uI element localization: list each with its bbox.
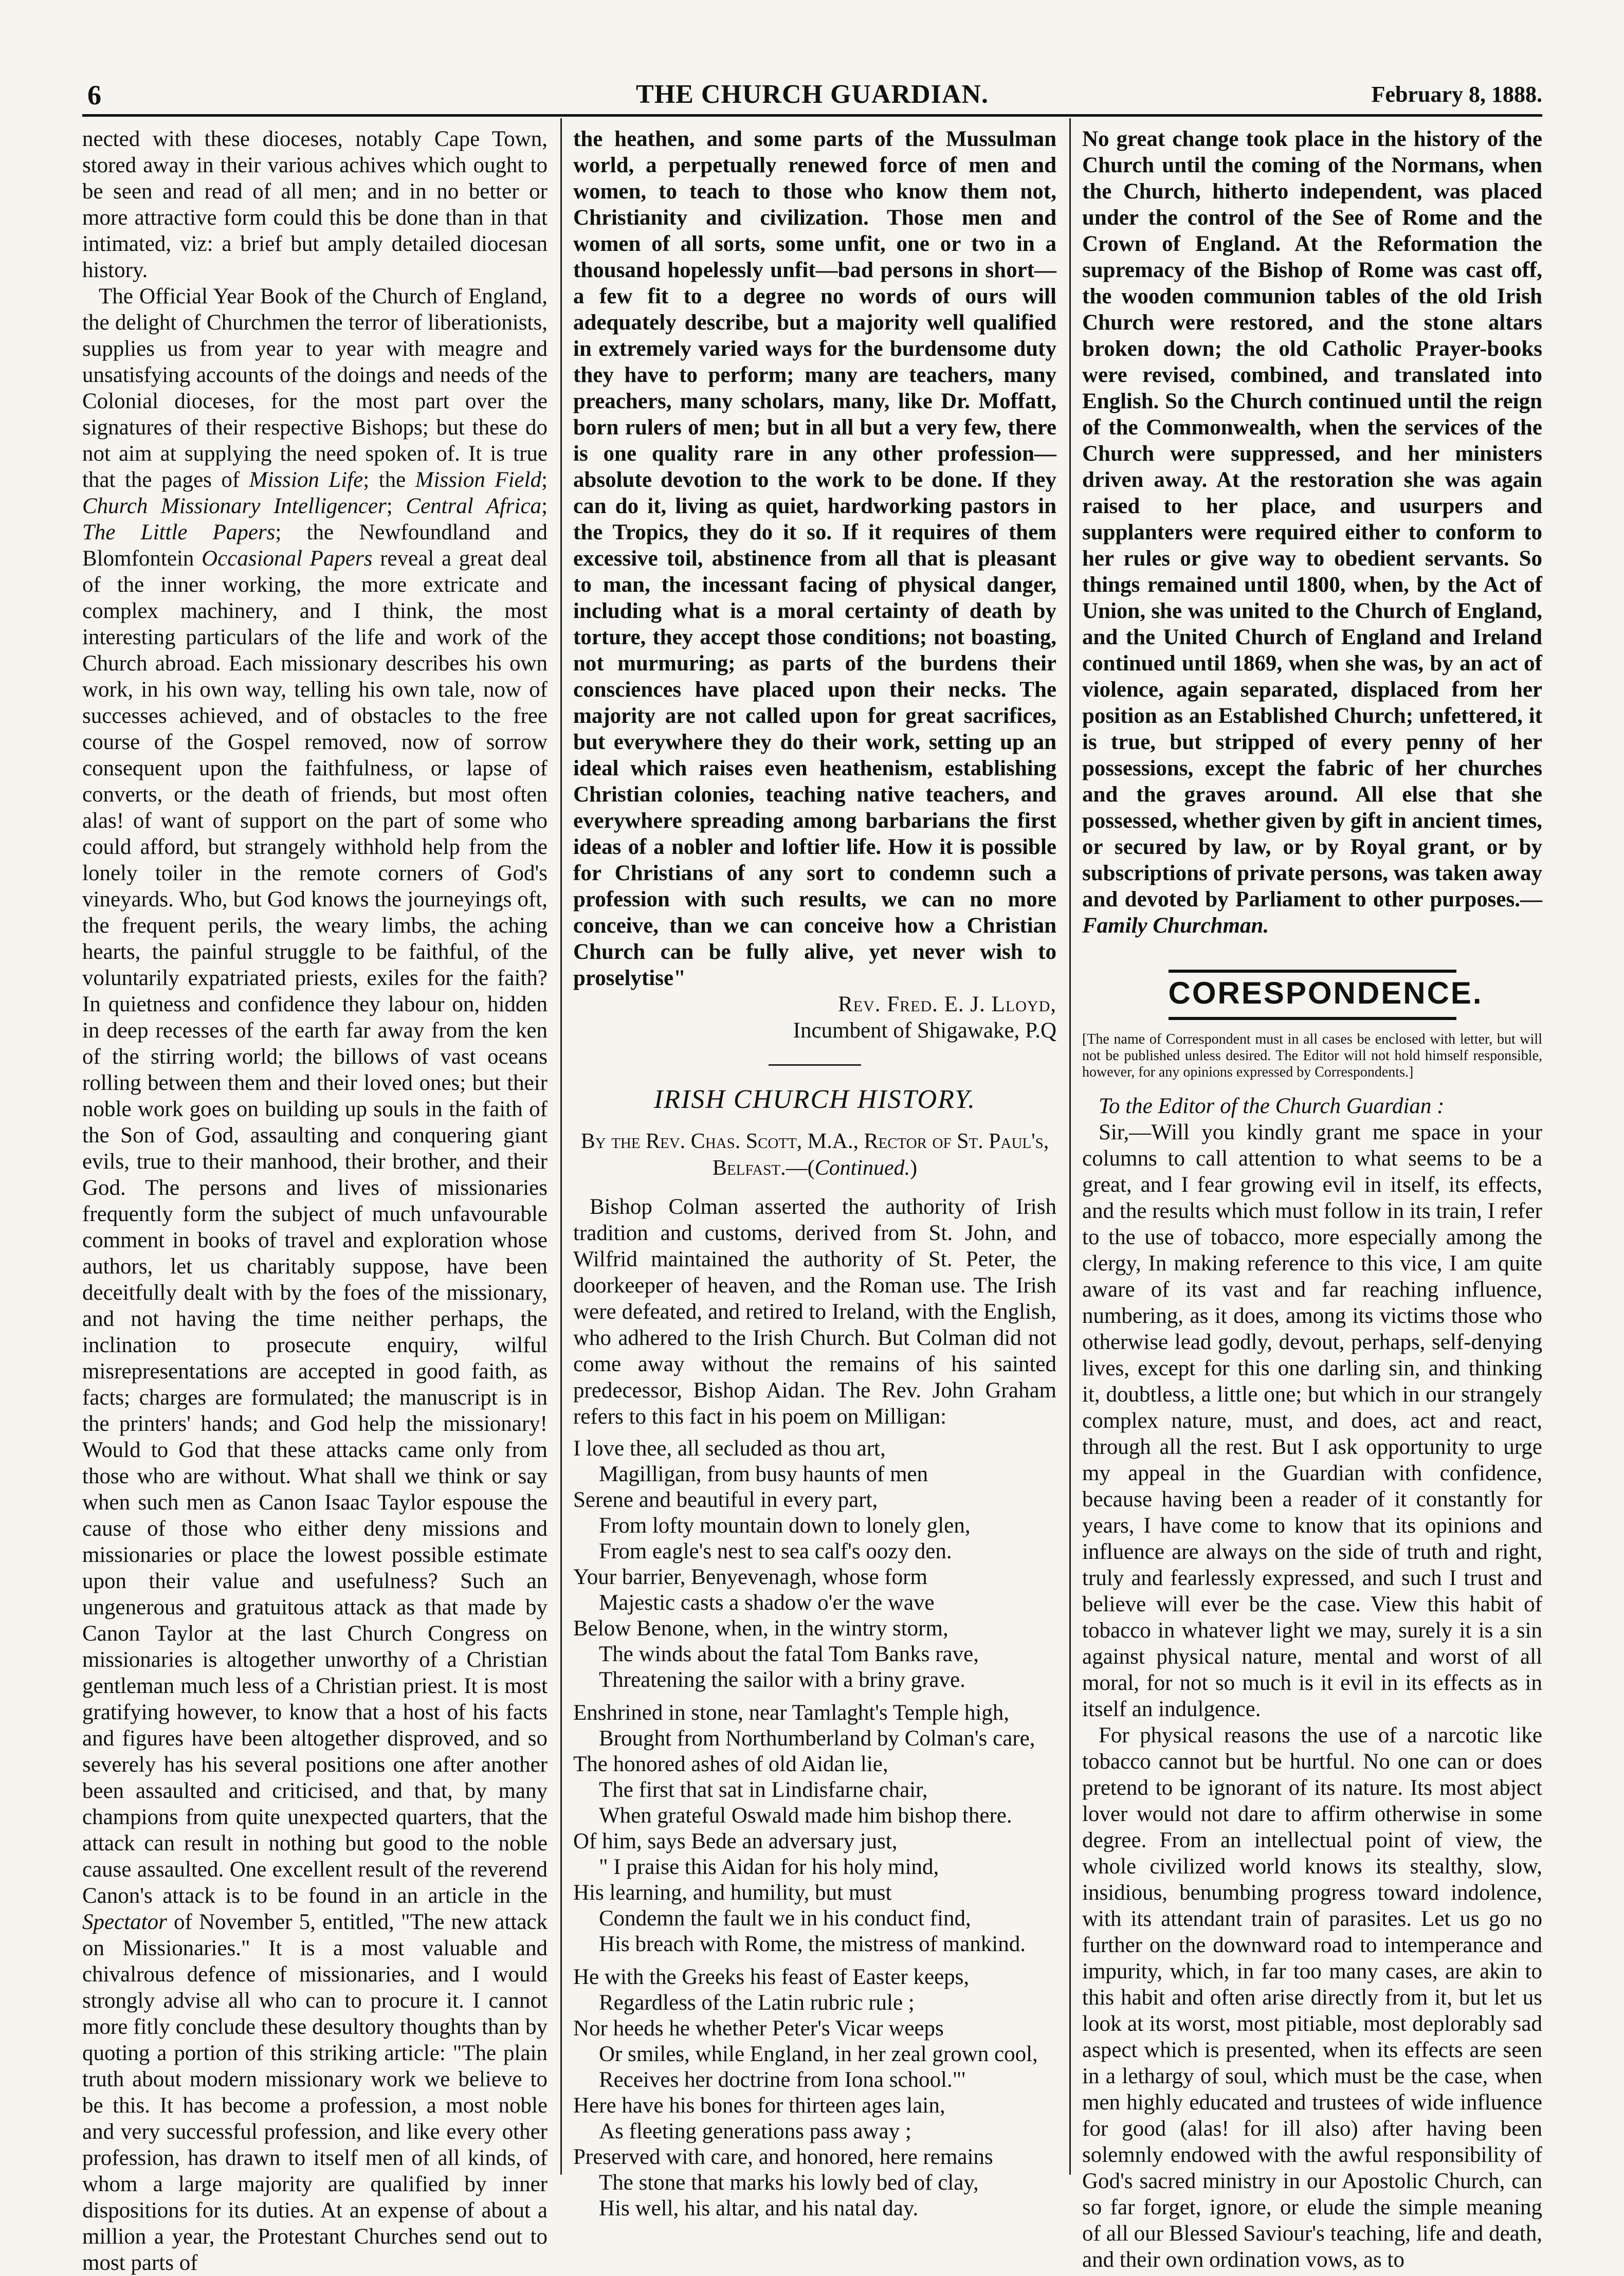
column-1 <box>82 126 548 2275</box>
correspondence-heading: CORESPONDENCE. <box>1168 976 1483 1010</box>
stanza-break <box>573 1693 1056 1700</box>
stanza-break <box>573 1957 1056 1964</box>
poem-line: Serene and beautiful in every part, <box>573 1488 878 1512</box>
paragraph: Bishop Colman asserted the authority of Irish tradition and customs, derived from St. John, and Wilfrid maintained the authority of St. Peter, the doorkeeper of heaven, and the Roman use. The Irish were defeated, and retired to Ireland, with the English, who adhered to the Irish Church. But Colman did not come away without the remains of his sainted predecessor, Bishop Aidan. The Rev. John Graham refers to this fact in his poem on Milligan: <box>573 1195 1056 1429</box>
poem-line: Threatening the sailor with a briny grave. <box>599 1668 965 1692</box>
poem-line: Of him, says Bede an adversary just, <box>573 1829 898 1853</box>
poem-line: From lofty mountain down to lonely glen, <box>599 1514 971 1538</box>
column-divider <box>1069 118 1071 2175</box>
poem-line: The honored ashes of old Aidan lie, <box>573 1752 888 1776</box>
poem-line: The winds about the fatal Tom Banks rave, <box>599 1642 979 1666</box>
poem-line: Receives her doctrine from Iona school."' <box>599 2068 966 2092</box>
signature-name: Rev. Fred. E. J. Lloyd, <box>838 992 1056 1016</box>
salutation: To the Editor of the Church Guardian : <box>1099 1094 1445 1118</box>
poem <box>573 1436 1056 2222</box>
poem-line: " I praise this Aidan for his holy mind, <box>599 1855 939 1879</box>
article-title: IRISH CHURCH HISTORY. <box>653 1085 976 1114</box>
poem-line: Preserved with care, and honored, here remains <box>573 2145 993 2169</box>
poem-line: The stone that marks his lowly bed of clay, <box>599 2171 979 2195</box>
poem-line: When grateful Oswald made him bishop there. <box>599 1804 1012 1828</box>
poem-line: His well, his altar, and his natal day. <box>599 2196 919 2220</box>
column-2 <box>573 126 1056 2220</box>
poem-line: Condemn the fault we in his conduct find, <box>599 1906 971 1931</box>
page-number: 6 <box>87 80 101 111</box>
poem-line: His breach with Rome, the mistress of mankind. <box>599 1932 1026 1956</box>
poem-line: As fleeting generations pass away ; <box>599 2119 911 2143</box>
byline: By the Rev. Chas. Scott, M.A., Rector of St. Paul's, Belfast.—(Continued.) <box>580 1130 1049 1180</box>
poem-line: His learning, and humility, but must <box>573 1881 892 1905</box>
paragraph: the heathen, and some parts of the Mussulman world, a perpetually renewed force of men and women, to teach to those who know them not, Christianity and civilization. Those men and women of all sorts, some unfit, one or two in a thousand hopelessly unfit—bad persons in short—a few fit to a degree no words of ours will adequately describe, but a majority well qualified in extremely varied ways for the burdensome duty they have to perform; many are teachers, many preachers, many scholars, many, like Dr. Moffatt, born rulers of men; but in all but a very few, there is one quality rare in any other profession—absolute devotion to the work to be done. If they can do it, living as quiet, hardworking pastors in the Tropics, they do it so. If it requires of them excessive toil, abstinence from all that is pleasant to man, the incessant facing of physical danger, including what is a moral certainty of death by torture, they accept those conditions; not boasting, not murmuring; as parts of the burdens their consciences have placed upon their necks. The majority are not called upon for great sacrifices, but everywhere they do their work, setting up an ideal which raises even heathenism, establishing Christian colonies, teaching native teachers, and everywhere spreading among barbarians the first ideas of a nobler and loftier life. How it is possible for Christians of any sort to condemn such a profession with such results, we can no more conceive, than we can conceive how a Christian Church can be fully alive, yet never wish to proselytise" <box>573 127 1056 990</box>
poem-line: The first that sat in Lindisfarne chair, <box>599 1778 928 1802</box>
paragraph: The Official Year Book of the Church of England, the delight of Churchmen the terror of liberationists, supplies us from year to year with meagre and unsatisfying accounts of the doings and needs of the Colonial dioceses, for the most part over the signatures of their respective Bishops; but these do not aim at supplying the need spoken of. It is true that the pages of Mission Life; the Mission Field; Church Missionary Intelligencer; Central Africa; The Little Papers; the Newfoundland and Blomfontein Occasional Papers reveal a great deal of the inner working, the more extricate and complex machinery, and I think, the most interesting particulars of the life and work of the Church abroad. Each missionary describes his own work, in his own way, telling his own tale, now of successes achieved, and of obstacles to the free course of the Gospel removed, now of sorrow consequent upon the faithfulness, or lapse of converts, or the death of friends, but most often alas! of want of support on the part of some who could afford, but strangely withhold help from the lonely toiler in the remote corners of God's vineyards. Who, but God knows the journeyings oft, the frequent perils, the weary limbs, the aching hearts, the painful struggle to be faithful, of the voluntarily expatriated priests, exiles for the faith? In quietness and confidence they labour on, hidden in deep recesses of the earth far away from the ken of the stirring world; the billows of vast oceans rolling between them and their loved ones; but their noble work goes on building up souls in the faith of the Son of God, assaulting and conquering giant evils, true to their manhood, their brother, and their God. The persons and lives of missionaries frequently form the subject of much unfavourable comment in books of travel and exploration whose authors, let us charitably suppose, have been deceitfully dealt with by the foes of the missionary, and not having the time neither perhaps, the inclination to prosecute enquiry, wilful misrepresentations are accepted in good faith, as facts; charges are formulated; the manuscript is in the printers' hands; and God help the missionary! Would to God that these attacks came only from those who are without. What shall we think or say when such men as Canon Isaac Taylor espouse the cause of those who either deny missions and missionaries or place the lowest possible estimate upon their value and usefulness? Such an ungenerous and gratuitous attack as that made by Canon Taylor at the last Church Congress on missionaries is altogether unworthy of a Christian gentleman much less of a Christian priest. It is most gratifying however, to know that a host of his facts and figures have been altogether disproved, and so severely has his several positions one after another been assaulted and criticised, and that, by many champions from quite unexpected quarters, that the attack can result in nothing but good to the noble cause assaulted. One excellent result of the reverend Canon's attack is to be found in an article in the Spectator of November 5, entitled, "The new attack on Missionaries." It is a most valuable and chivalrous defence of missionaries, and I would strongly advise all who can to procure it. I cannot more fitly conclude these desultory thoughts than by quoting a portion of this striking article: "The plain truth about modern missionary work we believe to be this. It has become a profession, a most noble and very successful profession, and like every other profession, has drawn to itself men of all kinds, of whom a large majority are qualified by inner dispositions for its duties. At an expense of about a million a year, the Protestant Churches send out to most parts of <box>82 284 548 2275</box>
masthead-title: THE CHURCH GUARDIAN. <box>636 80 989 109</box>
poem-line: I love thee, all secluded as thou art, <box>573 1436 886 1461</box>
correspondence-heading-box <box>1168 970 1483 1020</box>
column-divider <box>560 118 562 2175</box>
section-rule <box>769 1064 861 1066</box>
poem-line: Regardless of the Latin rubric rule ; <box>599 1991 915 2015</box>
poem-line: He with the Greeks his feast of Easter keeps, <box>573 1965 970 1989</box>
poem-line: Majestic casts a shadow o'er the wave <box>599 1591 935 1615</box>
page-header <box>82 77 1542 111</box>
paragraph: No great change took place in the history of the Church until the coming of the Normans, when the Church, hitherto independent, was placed under the control of the See of Rome and the Crown of England. At the Reformation the supremacy of the Bishop of Rome was cast off, the wooden communion tables of the old Irish Church were restored, and the stone altars broken down; the old Catholic Prayer-books were revised, combined, and translated into English. So the Church continued until the reign of the Commonwealth, when the services of the Church were suppressed, and her ministers driven away. At the restoration she was again raised to her place, and usurpers and supplanters were required either to conform to her rules or give way to obedient servants. So things remained until 1800, when, by the Act of Union, she was united to the Church of England, and the United Church of England and Ireland continued until 1869, when she was, by an act of violence, again separated, displaced from her position as an Established Church; unfettered, it is true, but stripped of every penny of her possessions, except the fabric of her churches and the graves around. All else that she possessed, whether given by gift in ancient times, or secured by law, or by Royal grant, or by subscriptions of private persons, was taken away and devoted by Parliament to other purposes.—Family Churchman. <box>1082 127 1542 938</box>
poem-line: Your barrier, Benyevenagh, whose form <box>573 1565 927 1589</box>
poem-line: Here have his bones for thirteen ages lain, <box>573 2093 945 2118</box>
paragraph: nected with these dioceses, notably Cape Town, stored away in their various achives which ought to be seen and read of all men; and in no better or more attractive form could this be done than in that intimated, viz: a brief but amply detailed diocesan history. <box>82 127 548 282</box>
editor-note: [The name of Correspondent must in all cases be enclosed with letter, but will not be published unless desired. The Editor will not hold himself responsible, however, for any opinions expressed by Correspondents.] <box>1082 1031 1542 1080</box>
paragraph: For physical reasons the use of a narcotic like tobacco cannot but be hurtful. No one can or does pretend to be ignorant of its nature. Its most abject lover would not dare to affirm otherwise in some degree. From an intellectual point of view, the whole civilized world knows its stealthy, slow, insidious, benumbing progress toward indolence, with its attendant train of parasites. Let us go no further on the downward road to intemperance and impurity, which, in far too many cases, are akin to this habit and often arise directly from it, but let us look at its worst, most pitiable, most deplorably sad aspect which is presented, when its effects are seen in a lethargy of soul, which must be the case, when men highly educated and trustees of wide influence for good (alas! for ill also) after having been solemnly endowed with the awful responsibility of God's sacred ministry in our Apostolic Church, can so far forget, ignore, or elude the simple meaning of all our Blessed Saviour's teaching, life and death, and their own ordination vows, as to <box>1082 1723 1542 2272</box>
poem-line: Brought from Northumberland by Colman's care, <box>599 1726 1035 1751</box>
poem-line: Enshrined in stone, near Tamlaght's Temple high, <box>573 1701 1010 1725</box>
poem-line: Nor heeds he whether Peter's Vicar weeps <box>573 2016 944 2041</box>
poem-line: Below Benone, when, in the wintry storm, <box>573 1616 948 1641</box>
poem-line: Or smiles, while England, in her zeal grown cool, <box>599 2042 1038 2066</box>
header-rule <box>82 114 1542 117</box>
paragraph: Sir,—Will you kindly grant me space in your columns to call attention to what seems to be a great, and I fear growing evil in itself, its effects, and the results which must follow in its train, I refer to the use of tobacco, more especially among the clergy, In making reference to this vice, I am quite aware of its vast and far reaching influence, numbering, as it does, among its victims those who otherwise lead godly, devout, perhaps, self-denying lives, except for this one darling sin, and thinking it, doubtless, a little one; but which in our strangely complex nature, must, and does, act and react, through all the rest. But I ask opportunity to urge my appeal in the Guardian with confidence, because having been a reader of it constantly for years, I have come to know that its opinions and influence are always on the side of truth and right, truly and fearlessly expressed, and such I trust and believe will ever be the case. View this habit of tobacco in whatever light we may, surely it is a sin against physical nature, mental and worst of all moral, for not so much is it evil in its effects as in itself an indulgence. <box>1082 1120 1542 1721</box>
issue-date: February 8, 1888. <box>1371 82 1542 107</box>
poem-line: Magilligan, from busy haunts of men <box>599 1462 928 1486</box>
poem-line: From eagle's nest to sea calf's oozy den. <box>599 1539 952 1563</box>
signature-title: Incumbent of Shigawake, P.Q <box>793 1018 1056 1043</box>
column-3 <box>1082 126 1542 2272</box>
source-credit: Family Churchman. <box>1082 914 1269 938</box>
